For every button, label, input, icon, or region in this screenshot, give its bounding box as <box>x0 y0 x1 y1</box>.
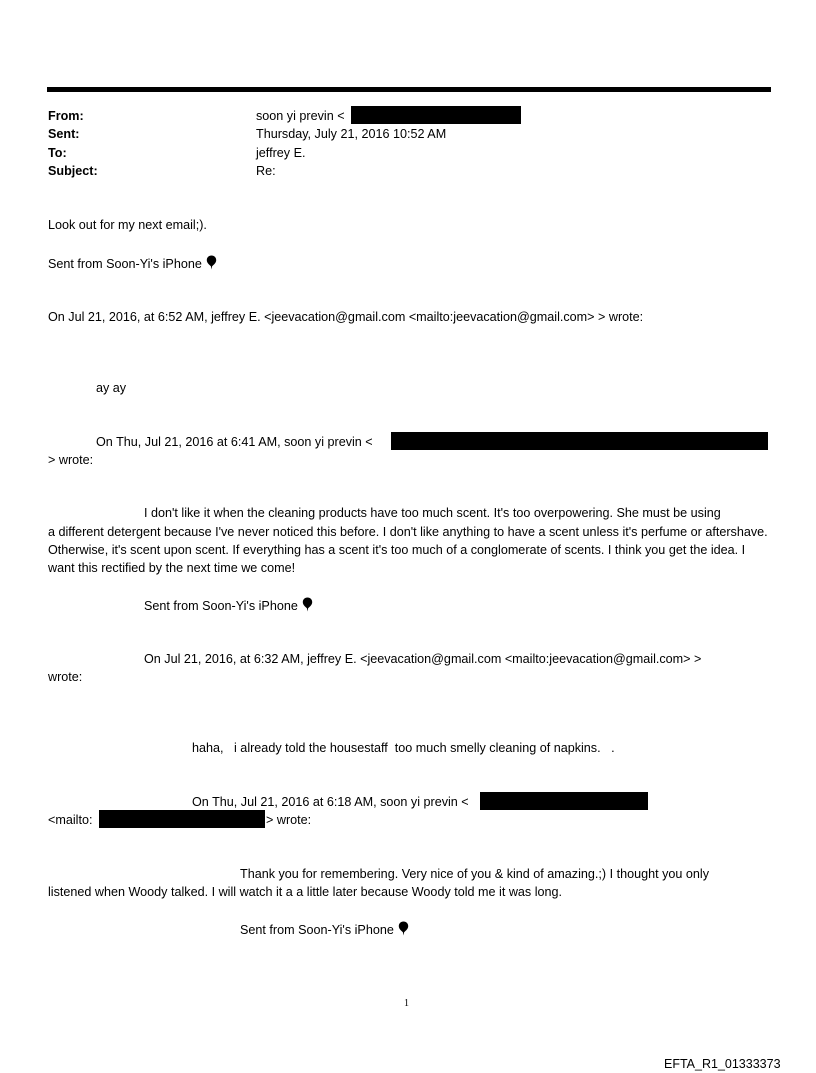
signature-text: Sent from Soon-Yi's iPhone <box>144 599 298 613</box>
to-label: To: <box>48 146 67 160</box>
message-paragraph: listened when Woody talked. I will watch it a a little later because Woody told me it was long. <box>48 885 563 899</box>
quote-header-wrote: > wrote: <box>266 813 312 827</box>
map-pin-icon <box>398 921 409 940</box>
to-value: jeffrey E. <box>256 146 306 160</box>
quote-header: On Jul 21, 2016, at 6:52 AM, jeffrey E. <jeevacation@gmail.com <mailto:jeevacation@gmail.com> > wrote: <box>48 310 644 324</box>
quote-header: On Thu, Jul 21, 2016 at 6:18 AM, soon yi previn < <box>192 795 469 809</box>
message-paragraph-first-line: Thank you for remembering. Very nice of you & kind of amazing.;) I thought you only <box>240 867 710 881</box>
quote-header: On Jul 21, 2016, at 6:32 AM, jeffrey E. <jeevacation@gmail.com <mailto:jeevacation@gmail.com> > <box>144 652 702 666</box>
bates-number: EFTA_R1_01333373 <box>664 1057 781 1071</box>
quote-mailto-label: <mailto: <box>48 813 93 827</box>
redaction-box <box>99 810 265 828</box>
message-paragraph: a different detergent because I've never noticed this before. I don't like anything to have a scent unless it's perfume or aftershave. Otherwise, it's scent upon scent. If everything has a scent it's too much of a conglomerate of scents. I think you get the idea. I want this rectified by the next time we come! <box>48 525 768 575</box>
quote-header: On Thu, Jul 21, 2016 at 6:41 AM, soon yi previn < <box>96 435 373 449</box>
map-pin-icon <box>206 255 217 274</box>
quote-header-wrote: > wrote: <box>48 453 94 467</box>
redaction-box <box>391 432 768 450</box>
quote-header-wrote: wrote: <box>48 670 83 684</box>
signature-text: Sent from Soon-Yi's iPhone <box>240 923 394 937</box>
signature-text: Sent from Soon-Yi's iPhone <box>48 257 202 271</box>
header-rule <box>47 87 771 92</box>
message-line: Look out for my next email;). <box>48 218 207 232</box>
sent-label: Sent: <box>48 127 80 141</box>
signature-line <box>240 921 409 940</box>
page-number: 1 <box>404 998 409 1009</box>
signature-line <box>144 597 313 616</box>
from-label: From: <box>48 109 84 123</box>
subject-value: Re: <box>256 164 276 178</box>
reply-text: ay ay <box>96 381 127 395</box>
map-pin-icon <box>302 597 313 616</box>
sent-value: Thursday, July 21, 2016 10:52 AM <box>256 127 447 141</box>
from-value: soon yi previn < <box>256 109 345 123</box>
redaction-box <box>351 106 521 124</box>
reply-text: haha, i already told the housestaff too much smelly cleaning of napkins. . <box>192 741 615 755</box>
subject-label: Subject: <box>48 164 98 178</box>
message-paragraph-first-line: I don't like it when the cleaning products have too much scent. It's too overpowering. She must be using <box>144 506 721 520</box>
redaction-box <box>480 792 648 810</box>
signature-line <box>48 255 217 274</box>
